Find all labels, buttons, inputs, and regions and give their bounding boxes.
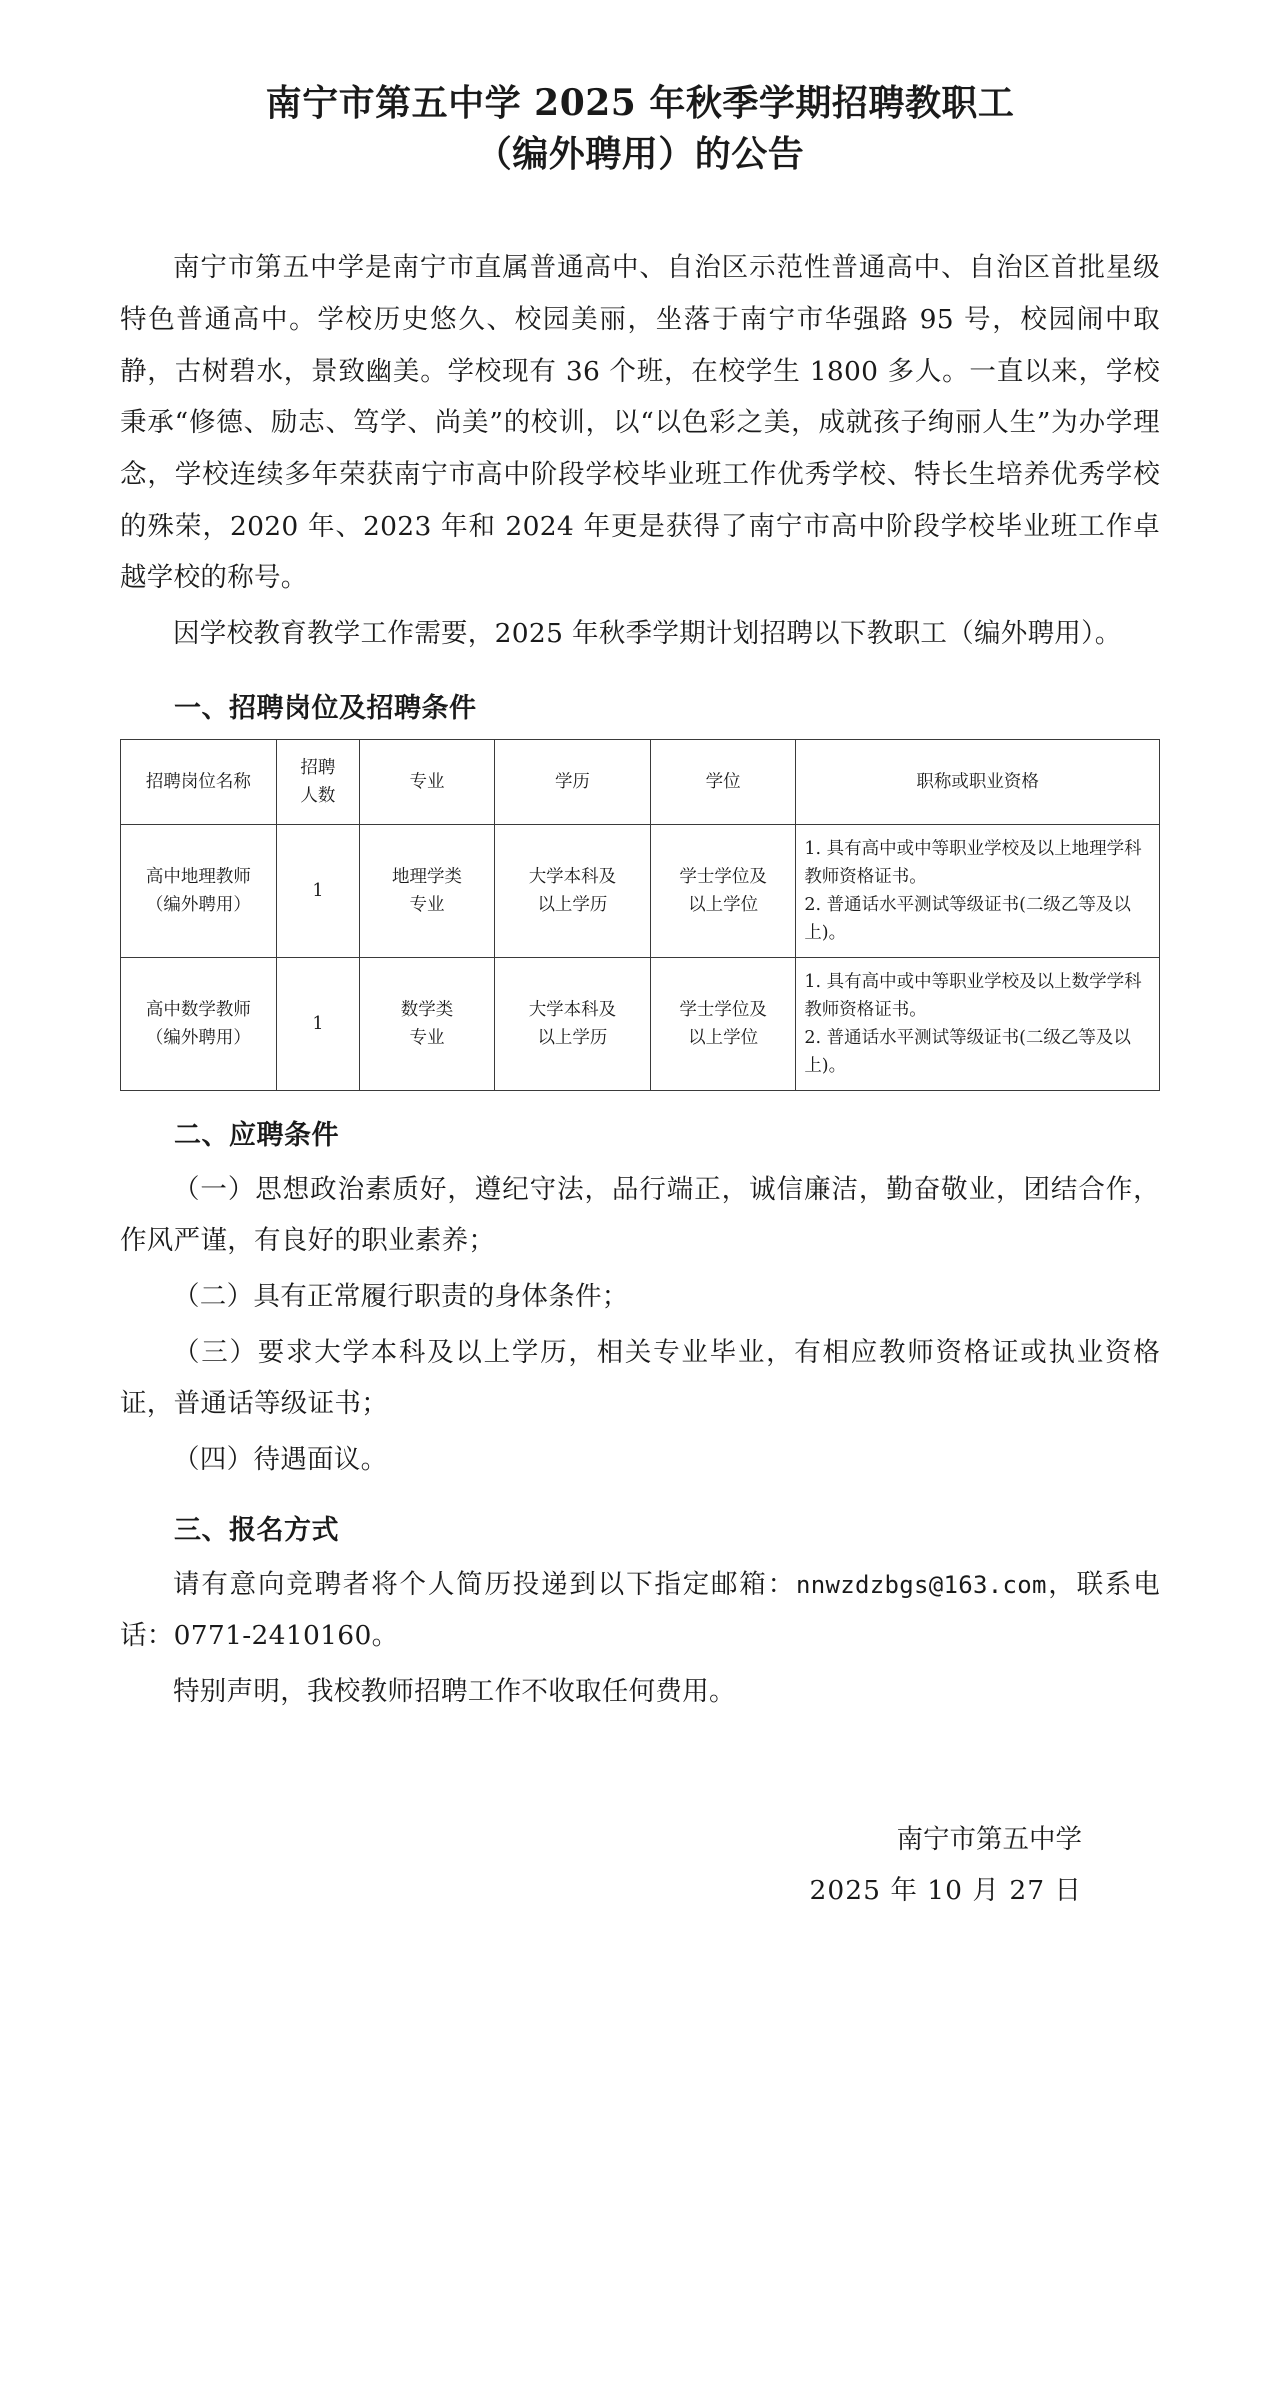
row-degree-line1: 学士学位及 — [679, 866, 767, 887]
row-education — [495, 957, 651, 1090]
intro-paragraph: 南宁市第五中学是南宁市直属普通高中、自治区示范性普通高中、自治区首批星级特色普通高中。学校历史悠久、校园美丽，坐落于南宁市华强路 95 号，校园闹中取静，古树碧水，景致幽美。学校现有 36 个班，在校学生 1800 多人。一直以来，学校秉承“修德、励志、笃学、尚美”的校训，以“以色彩之美，成就孩子绚丽人生”为办学理念，学校连续多年荣获南宁市高中阶段学校毕业班工作优秀学校、特长生培养优秀学校的殊荣，2020 年、2023 年和 2024 年更是获得了南宁市高中阶段学校毕业班工作卓越学校的称号。 — [120, 252, 1160, 594]
apply-instructions — [120, 1559, 1160, 1662]
row-post-line1: 高中数学教师 — [145, 999, 251, 1020]
purpose-paragraph: 因学校教育教学工作需要，2025 年秋季学期计划招聘以下教职工（编外聘用）。 — [173, 617, 1122, 649]
signature-block — [120, 1814, 1160, 1917]
row-cert — [796, 957, 1160, 1090]
row-degree-line2: 以上学位 — [688, 1027, 759, 1048]
page-title — [138, 78, 1142, 180]
row-post-line1: 高中地理教师 — [145, 866, 251, 887]
signature-organization: 南宁市第五中学 — [896, 1823, 1082, 1855]
row-post — [121, 957, 277, 1090]
document-body — [120, 242, 1160, 1917]
table-header-major: 专业 — [359, 739, 494, 824]
signature-date: 2025 年 10 月 27 日 — [809, 1875, 1082, 1907]
row-education-line1: 大学本科及 — [528, 999, 617, 1020]
row-education-line1: 大学本科及 — [528, 866, 617, 887]
positions-table — [120, 739, 1160, 1091]
apply-instructions-suffix: ，联系电话：0771-2410160。 — [120, 1568, 1161, 1652]
table-header-count-line2: 人数 — [300, 785, 336, 806]
table-row — [121, 957, 1160, 1090]
row-cert-line2: 2. 普通话水平测试等级证书(二级乙等及以上)。 — [804, 894, 1131, 943]
row-major — [359, 824, 494, 957]
table-header-row — [121, 739, 1160, 824]
row-major-line2: 专业 — [409, 1027, 445, 1048]
row-count: 1 — [276, 957, 359, 1090]
row-degree — [650, 824, 795, 957]
condition-item-3: （三）要求大学本科及以上学历，相关专业毕业，有相应教师资格证或执业资格证，普通话等级证书； — [120, 1336, 1160, 1420]
table-header-degree: 学位 — [650, 739, 795, 824]
section-heading-conditions: 二、应聘条件 — [174, 1119, 339, 1151]
row-cert-line1: 1. 具有高中或中等职业学校及以上数学学科教师资格证书。 — [804, 971, 1142, 1020]
condition-item-2: （二）具有正常履行职责的身体条件； — [173, 1280, 629, 1312]
row-major — [359, 957, 494, 1090]
row-education-line2: 以上学历 — [537, 1027, 608, 1048]
section-heading-positions: 一、招聘岗位及招聘条件 — [174, 692, 477, 724]
row-major-line1: 数学类 — [400, 999, 454, 1020]
row-major-line2: 专业 — [409, 894, 445, 915]
row-cert-line1: 1. 具有高中或中等职业学校及以上地理学科教师资格证书。 — [804, 838, 1142, 887]
row-education-line2: 以上学历 — [537, 894, 608, 915]
table-header-count-line1: 招聘 — [300, 757, 336, 778]
row-major-line1: 地理学类 — [391, 866, 462, 887]
row-post-line2: （编外聘用） — [145, 894, 251, 915]
row-degree — [650, 957, 795, 1090]
table-header-count — [276, 739, 359, 824]
apply-statement: 特别声明，我校教师招聘工作不收取任何费用。 — [173, 1675, 736, 1707]
apply-email: nnwzdzbgs@163.com — [795, 1570, 1047, 1599]
table-header-education: 学历 — [495, 739, 651, 824]
row-cert-line2: 2. 普通话水平测试等级证书(二级乙等及以上)。 — [804, 1027, 1131, 1076]
row-degree-line2: 以上学位 — [688, 894, 759, 915]
row-count: 1 — [276, 824, 359, 957]
condition-item-4: （四）待遇面议。 — [173, 1443, 388, 1475]
page-title-line2: （编外聘用）的公告 — [475, 133, 805, 176]
row-post-line2: （编外聘用） — [145, 1027, 251, 1048]
section-heading-apply: 三、报名方式 — [174, 1514, 339, 1546]
row-degree-line1: 学士学位及 — [679, 999, 767, 1020]
table-row — [121, 824, 1160, 957]
table-header-post: 招聘岗位名称 — [121, 739, 277, 824]
row-education — [495, 824, 651, 957]
table-header-cert: 职称或职业资格 — [796, 739, 1160, 824]
condition-item-1: （一）思想政治素质好，遵纪守法，品行端正，诚信廉洁，勤奋敬业，团结合作，作风严谨，有良好的职业素养； — [120, 1173, 1160, 1257]
apply-instructions-prefix: 请有意向竞聘者将个人简历投递到以下指定邮箱： — [173, 1568, 796, 1600]
page-title-line1: 南宁市第五中学 2025 年秋季学期招聘教职工 — [265, 82, 1015, 124]
row-cert — [796, 824, 1160, 957]
row-post — [121, 824, 277, 957]
